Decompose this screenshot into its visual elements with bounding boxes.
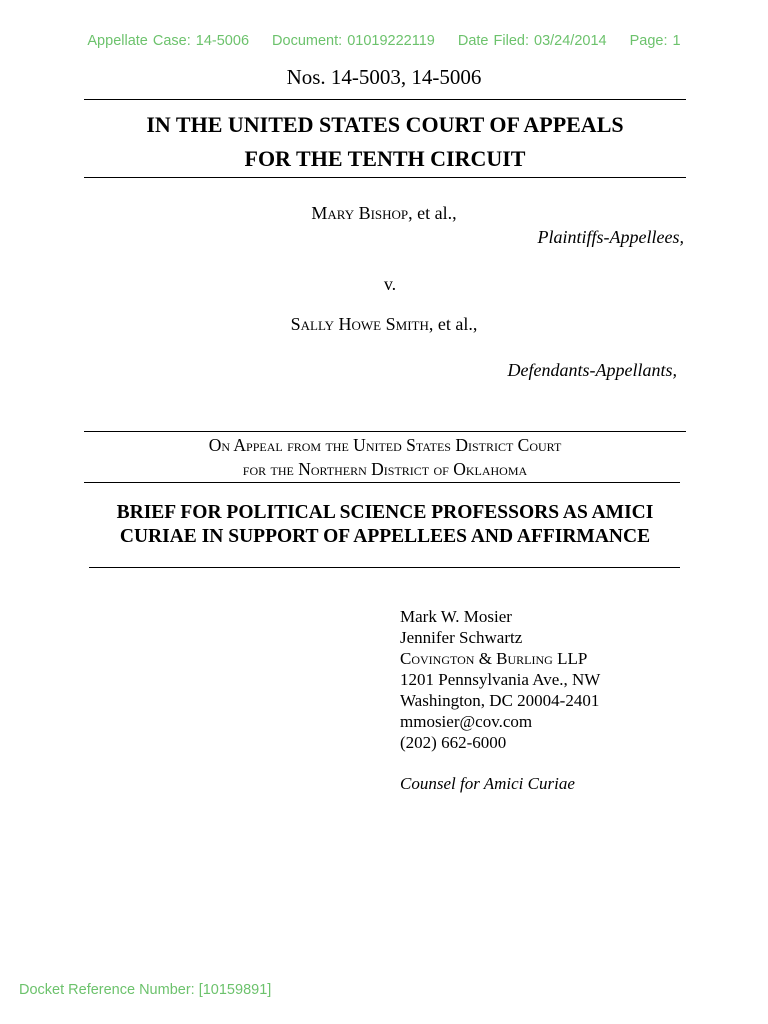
appeal-bottom-rule — [84, 482, 680, 483]
appeal-caption — [84, 433, 686, 481]
page-number: Page: 1 — [629, 33, 681, 49]
counsel-block — [400, 606, 600, 794]
appellate-case-number: Appellate Case: 14-5006 — [87, 33, 250, 49]
court-line-2: FOR THE TENTH CIRCUIT — [244, 146, 526, 171]
defendant-line — [0, 314, 768, 335]
counsel-email: mmosier@cov.com — [400, 712, 533, 731]
plaintiff-name: Mary Bishop — [311, 203, 409, 223]
appeal-line-2: for the Northern District of Oklahoma — [242, 459, 528, 479]
counsel-role: Counsel for Amici Curiae — [400, 774, 575, 793]
address-line-2: Washington, DC 20004-2401 — [400, 691, 600, 710]
title-bottom-rule — [89, 567, 680, 568]
law-firm: Covington & Burling LLP — [400, 649, 588, 668]
counsel-name-2: Jennifer Schwartz — [400, 628, 523, 647]
case-numbers: Nos. 14-5003, 14-5006 — [286, 65, 482, 89]
court-bottom-rule — [84, 177, 686, 178]
plaintiff-suffix: , et al., — [408, 203, 457, 223]
plaintiff-role: Plaintiffs-Appellees, — [537, 227, 684, 247]
brief-title-line-1: BRIEF FOR POLITICAL SCIENCE PROFESSORS AS AMICI — [116, 502, 654, 523]
appeal-top-rule — [84, 431, 686, 432]
brief-title — [84, 501, 686, 549]
filing-header-stamp — [0, 33, 768, 49]
top-rule — [84, 99, 686, 100]
brief-title-line-2: CURIAE IN SUPPORT OF APPELLEES AND AFFIRMANCE — [119, 526, 651, 547]
defendant-name: Sally Howe Smith — [290, 314, 429, 334]
document-number: Document: 01019222119 — [272, 33, 435, 49]
court-line-1: IN THE UNITED STATES COURT OF APPEALS — [146, 112, 624, 137]
counsel-phone: (202) 662-6000 — [400, 733, 507, 752]
date-filed: Date Filed: 03/24/2014 — [457, 33, 607, 49]
defendant-role: Defendants-Appellants, — [507, 360, 677, 380]
defendant-suffix: , et al., — [428, 314, 478, 334]
appeal-line-1: On Appeal from the United States District Court — [208, 435, 562, 455]
versus: v. — [383, 274, 397, 294]
address-line-1: 1201 Pennsylvania Ave., NW — [400, 670, 601, 689]
docket-reference-stamp: Docket Reference Number: [10159891] — [19, 982, 272, 998]
court-heading — [84, 108, 686, 176]
counsel-name-1: Mark W. Mosier — [400, 607, 512, 626]
plaintiff-line — [0, 203, 768, 224]
